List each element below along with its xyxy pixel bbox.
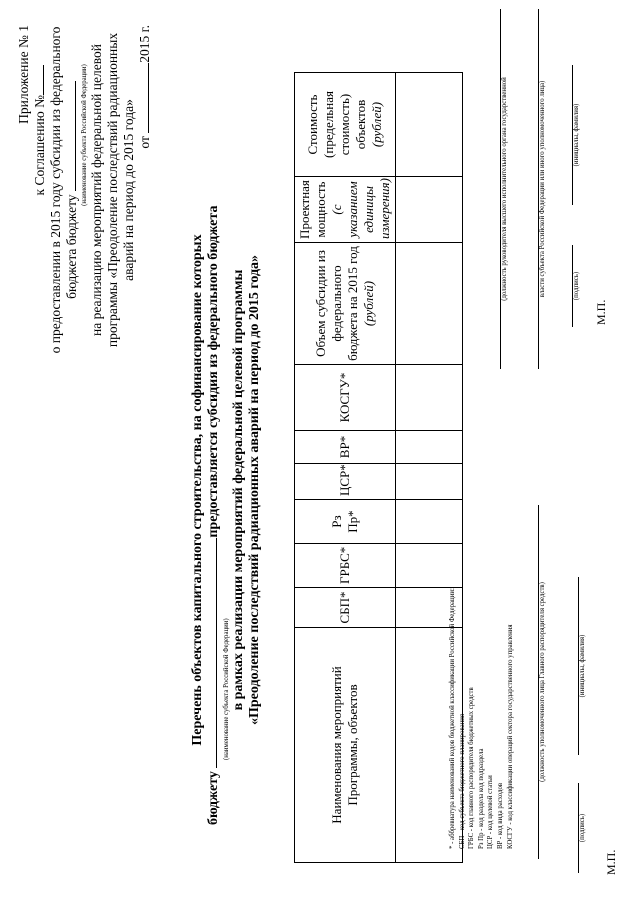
appendix-line-subsidy: о предоставлении в 2015 году субсидии из федерального [48,26,63,354]
table-cell [396,544,463,588]
date-prefix: от [137,136,152,149]
table-cell [396,243,463,365]
header-grbs: ГРБС* [295,544,396,588]
title-line-1: Перечень объектов капитального строительства, на софинансирование которых [190,234,205,746]
right-stamp-place: М.П. [594,299,608,325]
capacity-unit: (с указанием единицы измерения) [329,178,392,239]
subject-name-hint: (наименование субъекта Российской Федерации) [81,64,88,206]
cost-label: Стоимость (предельная стоимость) объектов [305,91,368,158]
appendix-line-program-name: программы «Преодоление последствий радиационных [105,32,120,348]
title-subject-blank [216,538,217,768]
footnote-csr: ЦСР - код целевой статьи [487,775,495,849]
header-object-cost [295,73,396,177]
document-title [190,135,263,845]
appendix-line-period: аварий на период до 2015 года» [121,99,136,281]
table-cell [396,500,463,544]
table-header-row [295,73,396,863]
right-name-line [572,65,580,205]
header-csr: ЦСР* [295,464,396,500]
title-subject-hint: (наименование субъекта Российской Федерации) [223,618,230,760]
date-suffix: 2015 г. [137,25,152,63]
header-vr: ВР* [295,431,396,464]
right-position-line-2 [538,9,546,369]
appendix-header [16,25,153,355]
right-position-caption-1: (должность руководителя высшего исполнительного органа государственной [501,77,508,301]
header-subsidy-volume [295,243,396,365]
subsidy-volume-unit: (рублей) [361,280,376,327]
left-sign-caption: (подпись) [579,813,586,843]
agreement-number-blank [43,65,44,95]
header-design-capacity [295,177,396,243]
appendix-budget-text: бюджета бюджету [64,194,79,299]
footnote-intro: * - аббревиатура наименований кодов бюджетной классификации Российской Федерации: [449,588,456,849]
appendix-date [137,25,153,355]
title-line-3: в рамках реализации мероприятий федеральной целевой программы [231,269,246,711]
agreement-ref-text: к Соглашению № [32,95,47,196]
header-rzpr: Рз Пр* [295,500,396,544]
agreement-ref [32,25,48,355]
right-position-line [500,9,508,369]
header-kosgu: КОСГУ* [295,365,396,431]
footnote-kosgu: КОСГУ - код классификации операций сектора государственного управления [506,624,514,849]
appendix-line-budget [64,25,80,355]
title-budget-word: бюджету [206,771,221,825]
right-sign-caption: (подпись) [573,271,580,301]
left-sign-line [578,783,586,873]
title-subsidy-text: предоставляется субсидия из федерального бюджета [206,205,221,538]
left-name-line [578,577,586,755]
table-cell [396,464,463,500]
header-sbp: СБП* [295,588,396,628]
subsidy-volume-label: Объем субсидии из федерального бюджета на 2015 год [313,246,360,361]
footnote-sbp: СБП - код субъекта бюджетного планирования [458,713,466,849]
table-cell [396,365,463,431]
title-line-2 [206,135,222,845]
footnotes [448,588,515,849]
date-blank [148,63,149,133]
title-line-4: «Преодоление последствий радиационных аварий на период до 2015 года» [247,254,262,726]
header-program-measures: Наименования мероприятий Программы, объектов [295,628,396,863]
left-name-caption: (инициалы, фамилия) [579,634,586,698]
footnote-grbs: ГРБС - код главного распорядителя бюджетных средств [468,687,476,849]
objects-table [294,72,463,863]
right-name-caption: (инициалы, фамилия) [573,103,580,167]
right-sign-line [572,245,580,327]
appendix-line-program: на реализацию мероприятий федеральной целевой [89,44,104,336]
left-stamp-place: М.П. [604,849,618,875]
footnote-rzpr: Рз Пр - код раздела код подраздела [477,748,485,849]
table-cell [396,73,463,177]
table-cell [396,431,463,464]
left-position-line [538,505,546,859]
appendix-number: Приложение № 1 [16,25,31,124]
right-position-caption-2: власти субъекта Российской Федерации или иного уполномоченного лица) [539,80,546,298]
footnote-vr: ВР - код вида расходов [496,782,504,849]
left-position-caption: (должность уполномоченного лица Главного распорядителя средств) [539,582,546,782]
table-cell [396,177,463,243]
capacity-label: Проектная мощность [297,180,328,239]
subject-name-blank [75,81,76,191]
cost-unit: (рублей) [369,101,384,148]
